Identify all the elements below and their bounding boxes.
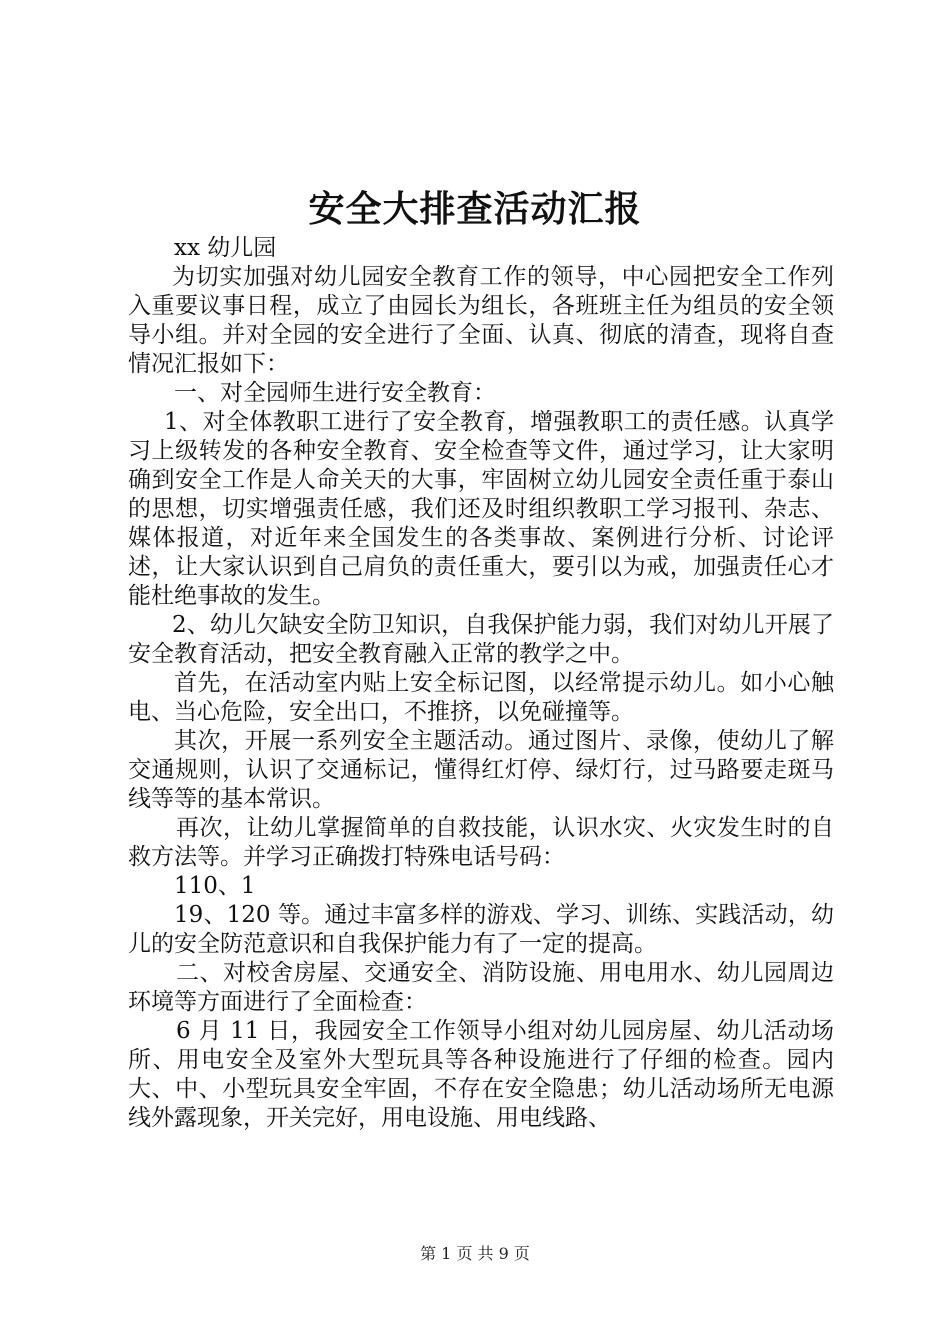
section-heading-2: 二、对校舍房屋、交通安全、消防设施、用电用水、幼儿园周边环境等方面进行了全面检查： xyxy=(128,960,834,1015)
paragraph-first: 首先，在活动室内贴上安全标记图，以经常提示幼儿。如小心触电、当心危险，安全出口，不推挤，以免碰撞等。 xyxy=(128,670,834,725)
paragraph-school-name: xx 幼儿园 xyxy=(174,235,277,261)
paragraph-second: 其次，开展一系列安全主题活动。通过图片、录像，使幼儿了解交通规则，认识了交通标记，懂得红灯停、绿灯行，过马路要走斑马线等等的基本常识。 xyxy=(128,728,834,812)
paragraph-phone-numbers: 110、1 xyxy=(174,873,256,899)
document-body xyxy=(128,234,834,1133)
paragraph-intro: 为切实加强对幼儿园安全教育工作的领导，中心园把安全工作列入重要议事日程，成立了由园长为组长，各班班主任为组员的安全领导小组。并对全园的安全进行了全面、认真、彻底的清查，现将自查情况汇报如下： xyxy=(128,264,834,377)
paragraph-child-education: 2、幼儿欠缺安全防卫知识，自我保护能力弱，我们对幼儿开展了安全教育活动，把安全教育融入正常的教学之中。 xyxy=(128,612,834,667)
document-title: 安全大排查活动汇报 xyxy=(308,188,642,230)
section-heading-1: 一、对全园师生进行安全教育： xyxy=(174,380,496,406)
paragraph-staff-education: 1、对全体教职工进行了安全教育，增强教职工的责任感。认真学习上级转发的各种安全教育、安全检查等文件，通过学习，让大家明确到安全工作是人命关天的大事，牢固树立幼儿园安全责任重于泰山的思想，切实增强责任感，我们还及时组织教职工学习报刊、杂志、媒体报道，对近年来全国发生的各类事故、案例进行分析、讨论评述，让大家认识到自己肩负的责任重大，要引以为戒，加强责任心才能杜绝事故的发生。 xyxy=(128,409,834,609)
page-number-footer: 第 1 页 共 9 页 xyxy=(420,1244,530,1263)
paragraph-inspection: 6 月 11 日，我园安全工作领导小组对幼儿园房屋、幼儿活动场所、用电安全及室外大型玩具等各种设施进行了仔细的检查。园内大、中、小型玩具安全牢固，不存在安全隐患；幼儿活动场所无电源线外露现象，开关完好，用电设施、用电线路、 xyxy=(128,1018,834,1131)
paragraph-phone-continued: 19、120 等。通过丰富多样的游戏、学习、训练、实践活动，幼儿的安全防范意识和自我保护能力有了一定的提高。 xyxy=(128,902,834,957)
paragraph-third: 再次，让幼儿掌握简单的自救技能，认识水灾、火灾发生时的自救方法等。并学习正确拨打特殊电话号码： xyxy=(128,815,834,870)
